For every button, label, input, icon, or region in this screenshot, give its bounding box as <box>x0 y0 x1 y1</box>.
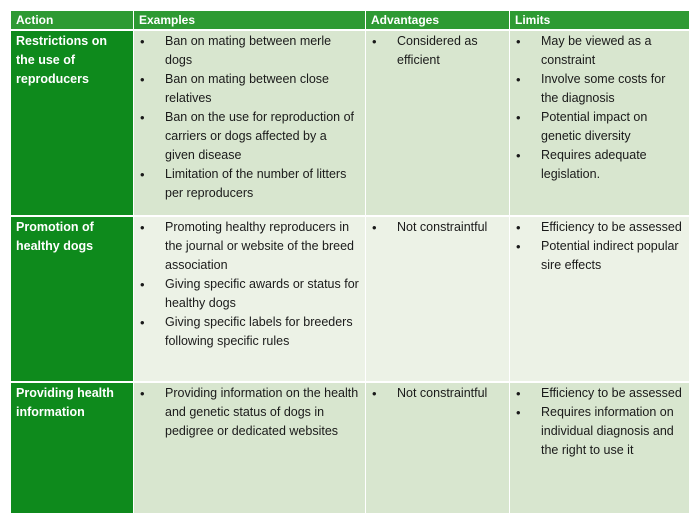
comparison-table <box>11 11 689 513</box>
row2-limit-2: • Potential indirect popular sire effects <box>510 237 683 275</box>
row3-advantages <box>366 383 509 513</box>
row3-advantage-1: • Not constraintful <box>366 384 503 403</box>
row1-example-4: • Limitation of the number of litters per reproducers <box>134 165 359 203</box>
row1-example-1: • Ban on mating between merle dogs <box>134 32 359 70</box>
row2-advantages <box>366 217 509 381</box>
row1-example-3: • Ban on the use for reproduction of carriers or dogs affected by a given disease <box>134 108 359 165</box>
row2-examples <box>134 217 365 381</box>
row1-limit-1: • May be viewed as a constraint <box>510 32 683 70</box>
row2-limit-1: • Efficiency to be assessed <box>510 218 683 237</box>
row3-limit-1: • Efficiency to be assessed <box>510 384 683 403</box>
row3-examples <box>134 383 365 513</box>
row3-action: Providing health information <box>11 383 133 513</box>
row3-limits <box>510 383 689 513</box>
row3-limit-2: • Requires information on individual diagnosis and the right to use it <box>510 403 683 460</box>
row1-action: Restrictions on the use of reproducers <box>11 31 133 215</box>
row2-limits <box>510 217 689 381</box>
header-limits: Limits <box>510 11 689 29</box>
row1-limit-4: • Requires adequate legislation. <box>510 146 683 184</box>
row2-example-3: • Giving specific labels for breeders following specific rules <box>134 313 359 351</box>
row1-example-2: • Ban on mating between close relatives <box>134 70 359 108</box>
row1-advantage-1: • Considered as efficient <box>366 32 503 70</box>
header-examples: Examples <box>134 11 365 29</box>
header-action: Action <box>11 11 133 29</box>
row2-action: Promotion of healthy dogs <box>11 217 133 381</box>
row1-examples <box>134 31 365 215</box>
row1-limit-2: • Involve some costs for the diagnosis <box>510 70 683 108</box>
row2-advantage-1: • Not constraintful <box>366 218 503 237</box>
row3-example-1: • Providing information on the health and genetic status of dogs in pedigree or dedicated websites <box>134 384 359 441</box>
row2-example-2: • Giving specific awards or status for healthy dogs <box>134 275 359 313</box>
header-advantages: Advantages <box>366 11 509 29</box>
row1-limits <box>510 31 689 215</box>
row2-example-1: • Promoting healthy reproducers in the journal or website of the breed association <box>134 218 359 275</box>
row1-advantages <box>366 31 509 215</box>
row1-limit-3: • Potential impact on genetic diversity <box>510 108 683 146</box>
